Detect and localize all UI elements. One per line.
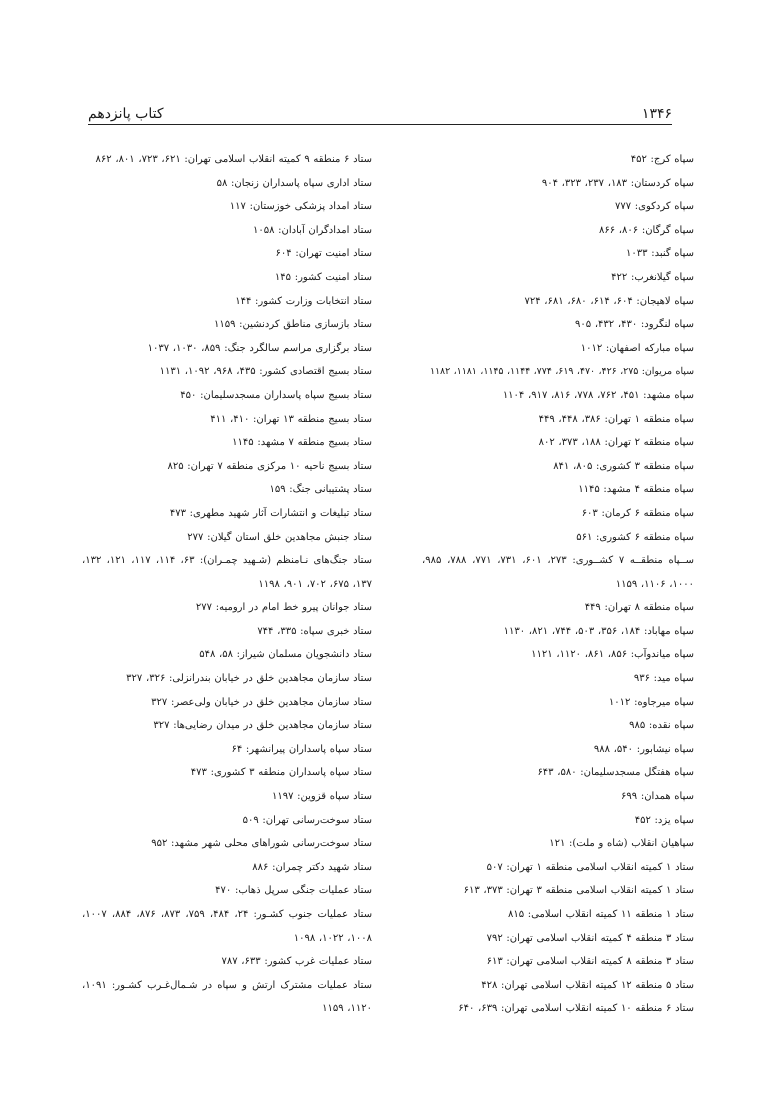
index-entry: ستاد پشتیبانی جنگ: ۱۵۹: [269, 484, 372, 496]
index-entry: ســپاه منطقــه ۷ کشــوری: ۲۷۳، ۶۰۱، ۷۳۱، ۷۷۱، ۷۸۸، ۹۸۵، ۱۰۰۰، ۱۱۰۶، ۱۱۵۹: [422, 555, 695, 590]
index-entry: ستاد ۶ منطقه ۹ کمیته انقلاب اسلامی تهران: ۶۲۱، ۷۲۳، ۸۰۱، ۸۶۲: [95, 154, 372, 165]
index-entry: سپاه لاهیجان: ۶۰۴، ۶۱۴، ۶۸۰، ۶۸۱، ۷۲۴: [524, 295, 694, 307]
index-entry: سپاه هفتگل مسجدسلیمان: ۵۸۰، ۶۴۳: [537, 767, 694, 779]
index-entry: ستاد بسیج منطقه ۷ مشهد: ۱۱۴۵: [232, 437, 372, 449]
index-entry: ستاد اداری سپاه پاسداران زنجان: ۵۸: [216, 177, 372, 189]
index-entry: ستاد خبری سپاه: ۳۳۵، ۷۴۴: [257, 625, 372, 637]
index-entry: سپاه کردستان: ۱۸۳، ۲۳۷، ۳۲۳، ۹۰۴: [541, 177, 694, 189]
index-entry: سپاه مید: ۹۳۶: [633, 673, 694, 685]
index-entry: ستاد امنیت کشور: ۱۴۵: [274, 271, 372, 283]
index-entry: سپاهیان انقلاب (شاه و ملت): ۱۲۱: [549, 838, 694, 850]
index-entry: سپاه لنگرود: ۴۳۰، ۴۳۲، ۹۰۵: [575, 319, 694, 331]
index-entry: ستاد ۶ منطقه ۱۰ کمیته انقلاب اسلامی تهران: ۶۳۹، ۶۴۰: [458, 1003, 694, 1015]
index-entry: ستاد شهید دکتر چمران: ۸۸۶: [252, 861, 372, 873]
index-entry: سپاه کرج: ۴۵۲: [630, 154, 694, 165]
index-entry: ستاد ۱ کمیته انقلاب اسلامی منطقه ۱ تهران: ۵۰۷: [486, 861, 694, 873]
index-entry: سپاه منطقه ۶ کشوری: ۵۶۱: [576, 531, 694, 543]
index-entry: ستاد ۱ کمیته انقلاب اسلامی منطقه ۳ تهران: ۳۷۳، ۶۱۳: [463, 885, 694, 897]
index-entry: ستاد امدادگران آبادان: ۱۰۵۸: [253, 224, 372, 236]
index-entry: ستاد سازمان مجاهدین خلق در خیابان بندرانزلی: ۳۲۶، ۳۲۷: [126, 673, 372, 685]
index-entry: سپاه مریوان: ۲۷۵، ۴۲۶، ۴۷۰، ۶۱۹، ۷۷۴، ۱۱۴۴، ۱۱۴۵، ۱۱۸۱، ۱۱۸۲: [429, 366, 694, 378]
index-entry: ستاد سپاه پاسداران پیرانشهر: ۶۴: [231, 743, 372, 755]
index-entry: ستاد ۱ منطقه ۱۱ کمیته انقلاب اسلامی: ۸۱۵: [507, 909, 694, 920]
index-entry: ستاد سوخت‌رسانی شوراهای محلی شهر مشهد: ۹۵۲: [151, 838, 372, 850]
index-entry: سپاه گنبد: ۱۰۳۳: [626, 248, 694, 260]
index-entry: ستاد جنگ‌های نـامنظم (شـهید چمـران): ۶۳، ۱۱۴، ۱۱۷، ۱۲۱، ۱۳۲، ۱۳۷، ۶۷۵، ۷۰۲، ۹۰۱، ۱۱۹۸: [82, 555, 373, 590]
index-entry: ستاد سپاه قزوین: ۱۱۹۷: [272, 791, 372, 803]
index-entry: ستاد انتخابات وزارت کشور: ۱۴۴: [235, 295, 372, 307]
index-entry: ستاد امنیت تهران: ۶۰۴: [275, 248, 372, 260]
index-entry: سپاه یزد: ۴۵۲: [634, 814, 694, 826]
index-entry: ستاد عملیات جنگی سرپل ذهاب: ۴۷۰: [215, 885, 372, 897]
index-entry: ستاد جوانان پیرو خط امام در ارومیه: ۲۷۷: [195, 602, 372, 614]
index-entry: سپاه میاندوآب: ۸۵۶، ۸۶۱، ۱۱۲۰، ۱۱۲۱: [531, 649, 694, 661]
page-number: ۱۳۴۶: [641, 106, 672, 122]
index-entry: سپاه گرگان: ۸۰۶، ۸۶۶: [599, 224, 694, 236]
index-entry: سپاه منطقه ۳ کشوری: ۸۰۵، ۸۴۱: [553, 460, 694, 472]
index-entry: ستاد عملیات جنوب کشـور: ۲۴، ۴۸۴، ۷۵۹، ۸۷۳، ۸۷۶، ۸۸۴، ۱۰۰۷، ۱۰۰۸، ۱۰۲۲، ۱۰۹۸: [82, 909, 373, 944]
index-entry: ستاد عملیات غرب کشور: ۶۳۳، ۷۸۷: [221, 956, 372, 968]
index-entry: ستاد سازمان مجاهدین خلق در خیابان ولی‌عصر: ۳۲۷: [151, 696, 372, 708]
index-entry: سپاه منطقه ۲ تهران: ۱۸۸، ۳۷۳، ۸۰۲: [538, 437, 694, 449]
index-entry: ستاد سوخت‌رسانی تهران: ۵۰۹: [242, 814, 372, 826]
index-entry: ستاد ۳ منطقه ۸ کمیته انقلاب اسلامی تهران: ۶۱۳: [486, 956, 694, 968]
index-entry: سپاه مشهد: ۴۵۱، ۷۶۲، ۷۷۸، ۸۱۶، ۹۱۷، ۱۱۰۴: [502, 389, 694, 401]
index-entry: ستاد سپاه پاسداران منطقه ۳ کشوری: ۴۷۳: [190, 767, 372, 779]
index-entry: ستاد جنبش مجاهدین خلق استان گیلان: ۲۷۷: [187, 531, 372, 543]
index-entry: ستاد بسیج اقتصادی کشور: ۴۳۵، ۹۶۸، ۱۰۹۲، ۱۱۳۱: [159, 366, 372, 378]
index-entry: ستاد بازسازی مناطق کردنشین: ۱۱۵۹: [214, 319, 372, 331]
index-entry: ستاد دانشجویان مسلمان شیراز: ۵۸، ۵۴۸: [199, 649, 372, 661]
index-entry: ستاد بسیج ناحیه ۱۰ مرکزی منطقه ۷ تهران: ۸۲۵: [167, 460, 372, 472]
index-entry: سپاه نیشابور: ۵۴۰، ۹۸۸: [593, 743, 694, 755]
index-entry: سپاه منطقه ۸ تهران: ۴۴۹: [584, 602, 694, 614]
index-entry: ستاد تبلیغات و انتشارات آثار شهید مطهری: ۴۷۳: [169, 507, 372, 519]
index-entry: ستاد ۵ منطقه ۱۲ کمیته انقلاب اسلامی تهران: ۴۲۸: [481, 979, 694, 991]
index-entry: ستاد بسیج سپاه پاسداران مسجدسلیمان: ۴۵۰: [180, 389, 372, 401]
index-column-right: [422, 148, 694, 1021]
index-entry: ستاد سازمان مجاهدین خلق در میدان رضایی‌ها: ۳۲۷: [153, 720, 372, 732]
index-entry: ستاد عملیات مشترک ارتش و سپاه در شـمال‌غـرب کشـور: ۱۰۹۱، ۱۱۲۰، ۱۱۵۹: [82, 979, 372, 1015]
index-entry: سپاه منطقه ۶ کرمان: ۶۰۳: [581, 507, 694, 519]
index-entry: سپاه مهاباد: ۱۸۴، ۳۵۶، ۵۰۳، ۷۴۴، ۸۲۱، ۱۱۳۰: [503, 625, 694, 637]
index-entry: سپاه گیلانغرب: ۴۲۲: [611, 271, 694, 283]
book-title: کتاب پانزدهم: [88, 106, 164, 122]
index-entry: سپاه منطقه ۴ مشهد: ۱۱۴۵: [578, 484, 694, 496]
index-entry: سپاه همدان: ۶۹۹: [621, 791, 694, 803]
header-rule: [88, 124, 672, 125]
index-entry: سپاه مبارکه اصفهان: ۱۰۱۲: [580, 342, 694, 354]
index-entry: ستاد بسیج منطقه ۱۳ تهران: ۴۱۰، ۴۱۱: [210, 413, 372, 425]
index-entry: ستاد ۳ منطقه ۴ کمیته انقلاب اسلامی تهران: ۷۹۲: [486, 932, 694, 944]
index-entry: سپاه کردکوی: ۷۷۷: [614, 201, 694, 213]
index-entry: سپاه منطقه ۱ تهران: ۳۸۶، ۴۴۸، ۴۴۹: [538, 413, 694, 425]
index-column-left: [82, 148, 372, 1021]
index-entry: سپاه نقده: ۹۸۵: [629, 720, 694, 732]
index-entry: سپاه میرجاوه: ۱۰۱۲: [608, 696, 694, 708]
page-header: [88, 92, 672, 122]
index-entry: ستاد امداد پزشکی خوزستان: ۱۱۷: [229, 201, 372, 213]
index-entry: ستاد برگزاری مراسم سالگرد جنگ: ۸۵۹، ۱۰۳۰، ۱۰۳۷: [147, 342, 372, 354]
